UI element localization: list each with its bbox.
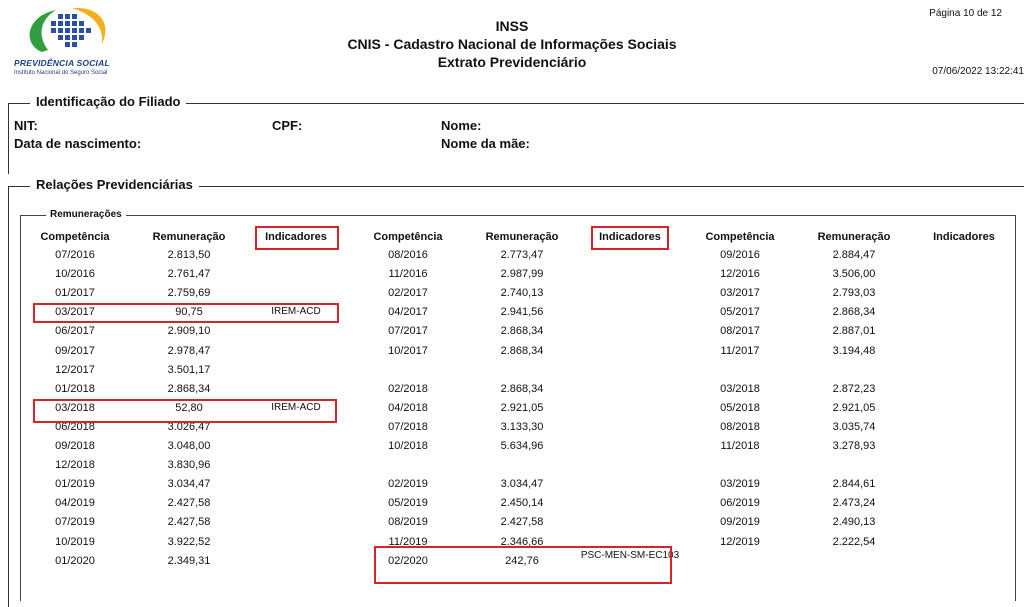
competencia-cell: 01/2018 — [55, 382, 95, 395]
remuneracao-cell: 2.921,05 — [832, 401, 876, 414]
competencia-cell: 06/2018 — [55, 420, 95, 433]
remuneracao-cell: 2.887,01 — [832, 325, 876, 338]
competencia-cell: 01/2019 — [55, 478, 95, 491]
competencia-cell: 08/2017 — [720, 325, 760, 338]
highlight-row-03-2018 — [33, 399, 337, 423]
remuneracao-cell: 2.427,58 — [167, 497, 211, 510]
competencia-cell: 05/2017 — [720, 306, 760, 319]
competencia-cell: 10/2017 — [388, 344, 428, 357]
remuneracao-cell: 2.868,34 — [832, 306, 876, 319]
remuneracao-cell: 2.987,99 — [500, 268, 544, 281]
competencia-cell: 04/2019 — [55, 497, 95, 510]
remuneracao-cell: 2.872,23 — [832, 382, 876, 395]
remuneracao-cell: 2.427,58 — [500, 516, 544, 529]
relacoes-legend: Relações Previdenciárias — [30, 177, 199, 192]
header-remuneracao: Remuneração — [152, 231, 226, 243]
competencia-cell: 11/2018 — [720, 440, 760, 452]
competencia-cell: 02/2019 — [388, 478, 428, 491]
competencia-cell: 03/2019 — [720, 478, 760, 491]
remuneracao-cell: 2.473,24 — [832, 497, 876, 510]
remuneracao-cell: 52,80 — [175, 401, 203, 414]
nome-label: Nome: — [441, 118, 482, 133]
remuneracao-cell: 2.349,31 — [167, 554, 211, 567]
competencia-cell: 05/2018 — [720, 401, 760, 414]
competencia-cell: 11/2019 — [388, 535, 428, 548]
remuneracao-cell: 3.830,96 — [167, 459, 211, 472]
remuneracao-cell: 3.048,00 — [167, 440, 211, 452]
competencia-cell: 03/2018 — [720, 382, 760, 395]
remuneracao-cell: 3.034,47 — [167, 478, 211, 491]
competencia-cell: 03/2017 — [720, 287, 760, 300]
remuneracao-cell: 2.813,50 — [167, 249, 211, 261]
remuneracao-cell: 2.868,34 — [500, 344, 544, 357]
remuneracao-cell: 3.035,74 — [832, 420, 876, 433]
header-title: INSS — [495, 18, 529, 34]
remuneracao-cell: 242,76 — [505, 554, 539, 567]
highlight-row-02-2020 — [374, 546, 672, 584]
nome-mae-label: Nome da mãe: — [441, 136, 530, 151]
remuneracao-cell: 5.634,96 — [500, 440, 544, 452]
document-datetime: 07/06/2022 13:22:41 — [932, 66, 1024, 77]
data-nascimento-label: Data de nascimento: — [14, 136, 142, 151]
highlight-indicadores-header-1 — [255, 226, 339, 250]
remuneracao-cell: 2.868,34 — [167, 382, 211, 395]
header-competencia: Competência — [40, 231, 110, 243]
remuneracao-cell: 2.490,13 — [832, 516, 876, 529]
competencia-cell: 10/2016 — [55, 268, 95, 281]
nit-label: NIT: — [14, 118, 38, 133]
remuneracao-cell: 3.034,47 — [500, 478, 544, 491]
competencia-cell: 10/2019 — [55, 535, 95, 548]
competencia-cell: 01/2020 — [55, 554, 95, 567]
competencia-cell: 12/2016 — [720, 268, 760, 281]
header-remuneracao: Remuneração — [485, 231, 559, 243]
header-subtitle: CNIS - Cadastro Nacional de Informações Sociais — [347, 36, 677, 52]
competencia-cell: 01/2017 — [55, 287, 95, 300]
competencia-cell: 09/2018 — [55, 440, 95, 452]
cpf-label: CPF: — [272, 118, 303, 133]
remuneracao-cell: 3.194,48 — [832, 344, 876, 357]
page-indicator: Página 10 de 12 — [929, 8, 1002, 19]
remuneracao-cell: 2.978,47 — [167, 344, 211, 357]
highlight-indicadores-header-2 — [591, 226, 669, 250]
remuneracao-cell: 3.026,47 — [167, 420, 211, 433]
competencia-cell: 08/2016 — [388, 249, 428, 261]
competencia-cell: 11/2017 — [720, 344, 760, 357]
competencia-cell: 09/2017 — [55, 344, 95, 357]
remuneracao-cell: 2.793,03 — [832, 287, 876, 300]
remuneracao-cell: 3.133,30 — [500, 420, 544, 433]
competencia-cell: 12/2017 — [55, 363, 95, 376]
filiado-legend: Identificação do Filiado — [30, 94, 186, 109]
remuneracoes-legend: Remunerações — [46, 209, 126, 220]
competencia-cell: 04/2017 — [388, 306, 428, 319]
remuneracao-cell: 3.922,52 — [167, 535, 211, 548]
competencia-cell: 11/2016 — [388, 268, 428, 281]
header-indicadores: Indicadores — [933, 231, 995, 243]
remuneracao-cell: 3.501,17 — [167, 363, 211, 376]
competencia-cell: 05/2019 — [388, 497, 428, 510]
header-indicadores: Indicadores — [599, 231, 661, 243]
competencia-cell: 07/2019 — [55, 516, 95, 529]
remuneracao-cell: 2.740,13 — [500, 287, 544, 300]
competencia-cell: 09/2019 — [720, 516, 760, 529]
competencia-cell: 02/2020 — [388, 554, 428, 567]
highlight-row-03-2017 — [33, 303, 339, 323]
competencia-cell: 12/2018 — [55, 459, 95, 472]
remuneracao-cell: 2.868,34 — [500, 325, 544, 338]
remuneracao-cell: 2.773,47 — [500, 249, 544, 261]
competencia-cell: 04/2018 — [388, 401, 428, 414]
header-competencia: Competência — [373, 231, 443, 243]
remuneracao-cell: 2.844,61 — [832, 478, 876, 491]
competencia-cell: 02/2018 — [388, 382, 428, 395]
logo-subtitle: Instituto Nacional do Seguro Social — [14, 70, 108, 76]
remuneracao-cell: 2.427,58 — [167, 516, 211, 529]
header-indicadores: Indicadores — [265, 231, 327, 243]
remuneracao-cell: 2.222,54 — [832, 535, 876, 548]
remuneracao-cell: 2.941,56 — [500, 306, 544, 319]
indicador-cell: IREM-ACD — [271, 306, 321, 318]
document-name: Extrato Previdenciário — [437, 54, 587, 70]
competencia-cell: 10/2018 — [388, 440, 428, 452]
remuneracao-cell: 3.278,93 — [832, 440, 876, 452]
remuneracao-cell: 2.909,10 — [167, 325, 211, 338]
indicador-cell: IREM-ACD — [271, 401, 321, 413]
remuneracao-cell: 2.868,34 — [500, 382, 544, 395]
competencia-cell: 07/2017 — [388, 325, 428, 338]
remuneracao-cell: 2.450,14 — [500, 497, 544, 510]
remuneracao-cell: 2.761,47 — [167, 268, 211, 281]
remuneracao-cell: 2.759,69 — [167, 287, 211, 300]
competencia-cell: 07/2016 — [55, 249, 95, 261]
competencia-cell: 03/2018 — [55, 401, 95, 414]
remuneracao-cell: 90,75 — [175, 306, 203, 319]
header-competencia: Competência — [705, 231, 775, 243]
indicador-cell: PSC-MEN-SM-EC103 — [580, 549, 680, 561]
competencia-cell: 06/2019 — [720, 497, 760, 510]
competencia-cell: 06/2017 — [55, 325, 95, 338]
remuneracao-cell: 2.346,66 — [500, 535, 544, 548]
logo-title: PREVIDÊNCIA SOCIAL — [14, 58, 110, 68]
header-remuneracao: Remuneração — [817, 231, 891, 243]
remuneracao-cell: 3.506,00 — [832, 268, 876, 281]
competencia-cell: 08/2018 — [720, 420, 760, 433]
competencia-cell: 08/2019 — [388, 516, 428, 529]
competencia-cell: 12/2019 — [720, 535, 760, 548]
remuneracao-cell: 2.884,47 — [832, 249, 876, 261]
competencia-cell: 07/2018 — [388, 420, 428, 433]
competencia-cell: 02/2017 — [388, 287, 428, 300]
competencia-cell: 09/2016 — [720, 249, 760, 261]
competencia-cell: 03/2017 — [55, 306, 95, 319]
remuneracao-cell: 2.921,05 — [500, 401, 544, 414]
